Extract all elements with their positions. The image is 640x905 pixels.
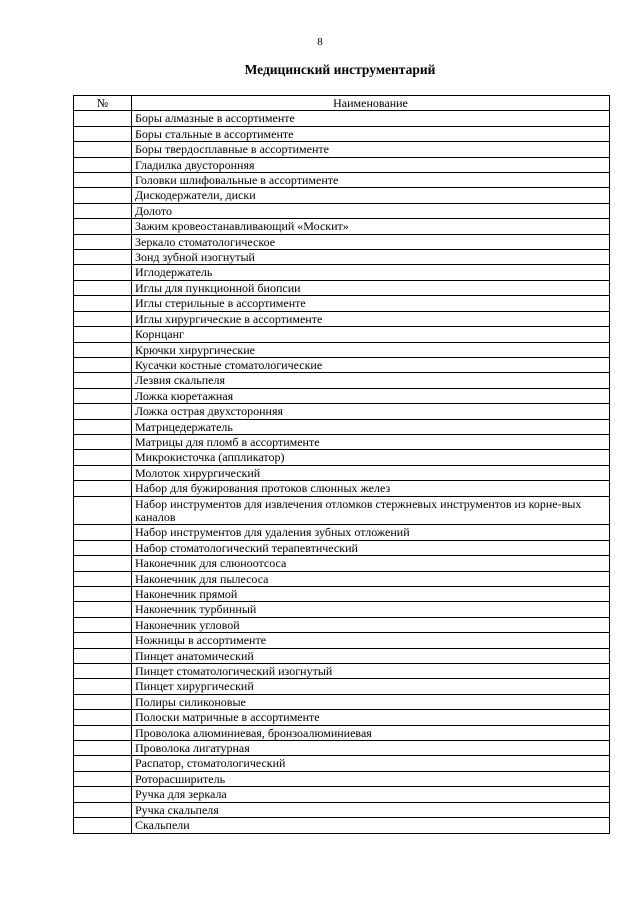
table-row xyxy=(74,173,610,188)
row-number-cell xyxy=(74,525,132,540)
row-number-cell xyxy=(74,296,132,311)
row-number-cell xyxy=(74,741,132,756)
row-name-cell: Наконечник для пылесоса xyxy=(132,571,610,586)
row-name-cell: Головки шлифовальные в ассортименте xyxy=(132,173,610,188)
row-name-cell: Иглы стерильные в ассортименте xyxy=(132,296,610,311)
table-row xyxy=(74,450,610,465)
table-row xyxy=(74,771,610,786)
row-number-cell xyxy=(74,664,132,679)
row-number-cell xyxy=(74,450,132,465)
table-row xyxy=(74,311,610,326)
row-name-cell: Крючки хирургические xyxy=(132,342,610,357)
table-row xyxy=(74,633,610,648)
row-number-cell xyxy=(74,265,132,280)
row-name-cell: Иглодержатель xyxy=(132,265,610,280)
row-name-cell: Ручка скальпеля xyxy=(132,802,610,817)
row-name-cell: Полиры силиконовые xyxy=(132,694,610,709)
row-name-cell: Набор стоматологический терапевтический xyxy=(132,540,610,555)
table-row xyxy=(74,818,610,833)
row-number-cell xyxy=(74,802,132,817)
row-number-cell xyxy=(74,710,132,725)
table-row xyxy=(74,142,610,157)
row-number-cell xyxy=(74,280,132,295)
row-number-cell xyxy=(74,327,132,342)
row-number-cell xyxy=(74,219,132,234)
row-number-cell xyxy=(74,342,132,357)
table-row xyxy=(74,280,610,295)
row-number-cell xyxy=(74,787,132,802)
row-number-cell xyxy=(74,602,132,617)
table-row xyxy=(74,404,610,419)
table-row xyxy=(74,327,610,342)
row-number-cell xyxy=(74,250,132,265)
row-number-cell xyxy=(74,481,132,496)
row-name-cell: Пинцет анатомический xyxy=(132,648,610,663)
table-row xyxy=(74,664,610,679)
row-number-cell xyxy=(74,126,132,141)
table-row xyxy=(74,648,610,663)
table-row xyxy=(74,525,610,540)
row-name-cell: Наконечник угловой xyxy=(132,617,610,632)
row-number-cell xyxy=(74,188,132,203)
row-name-cell: Скальпели xyxy=(132,818,610,833)
row-number-cell xyxy=(74,111,132,126)
row-number-cell xyxy=(74,404,132,419)
row-name-cell: Молоток хирургический xyxy=(132,465,610,480)
table-row xyxy=(74,756,610,771)
row-name-cell: Боры алмазные в ассортименте xyxy=(132,111,610,126)
row-name-cell: Зонд зубной изогнутый xyxy=(132,250,610,265)
column-header-name: Наименование xyxy=(132,96,610,111)
row-name-cell: Набор инструментов для удаления зубных отложений xyxy=(132,525,610,540)
row-name-cell: Пинцет хирургический xyxy=(132,679,610,694)
table-row xyxy=(74,357,610,372)
table-row xyxy=(74,465,610,480)
row-name-cell: Наконечник для слюноотсоса xyxy=(132,556,610,571)
table-row xyxy=(74,111,610,126)
row-name-cell: Матрицы для пломб в ассортименте xyxy=(132,434,610,449)
table-row xyxy=(74,388,610,403)
row-name-cell: Микрокисточка (аппликатор) xyxy=(132,450,610,465)
row-number-cell xyxy=(74,419,132,434)
row-name-cell: Роторасширитель xyxy=(132,771,610,786)
row-name-cell: Иглы для пункционной биопсии xyxy=(132,280,610,295)
row-name-cell: Проволока лигатурная xyxy=(132,741,610,756)
row-name-cell: Гладилка двусторонняя xyxy=(132,157,610,172)
row-name-cell: Иглы хирургические в ассортименте xyxy=(132,311,610,326)
row-number-cell xyxy=(74,203,132,218)
table-row xyxy=(74,265,610,280)
row-name-cell: Боры твердосплавные в ассортименте xyxy=(132,142,610,157)
row-name-cell: Ручка для зеркала xyxy=(132,787,610,802)
row-number-cell xyxy=(74,617,132,632)
table-row xyxy=(74,571,610,586)
column-header-number: № xyxy=(74,96,132,111)
row-number-cell xyxy=(74,725,132,740)
row-name-cell: Проволока алюминиевая, бронзоалюминиевая xyxy=(132,725,610,740)
row-name-cell: Ложка кюретажная xyxy=(132,388,610,403)
instruments-table xyxy=(73,95,610,834)
table-row xyxy=(74,587,610,602)
row-name-cell: Наконечник турбинный xyxy=(132,602,610,617)
row-number-cell xyxy=(74,434,132,449)
row-number-cell xyxy=(74,571,132,586)
row-number-cell xyxy=(74,633,132,648)
row-name-cell: Пинцет стоматологический изогнутый xyxy=(132,664,610,679)
table-row xyxy=(74,496,610,525)
table-row xyxy=(74,126,610,141)
table-row xyxy=(74,481,610,496)
row-number-cell xyxy=(74,818,132,833)
row-name-cell: Набор инструментов для извлечения отломков стержневых инструментов из корне-вых каналов xyxy=(132,496,610,525)
page-number: 8 xyxy=(317,36,323,48)
row-name-cell: Боры стальные в ассортименте xyxy=(132,126,610,141)
row-name-cell: Полоски матричные в ассортименте xyxy=(132,710,610,725)
table-row xyxy=(74,725,610,740)
row-name-cell: Матрицедержатель xyxy=(132,419,610,434)
row-name-cell: Корнцанг xyxy=(132,327,610,342)
row-number-cell xyxy=(74,311,132,326)
row-name-cell: Зажим кровеостанавливающий «Москит» xyxy=(132,219,610,234)
row-name-cell: Наконечник прямой xyxy=(132,587,610,602)
row-name-cell: Зеркало стоматологическое xyxy=(132,234,610,249)
row-number-cell xyxy=(74,157,132,172)
table-row xyxy=(74,540,610,555)
table-row xyxy=(74,617,610,632)
row-number-cell xyxy=(74,142,132,157)
table-row xyxy=(74,157,610,172)
row-number-cell xyxy=(74,373,132,388)
table-body xyxy=(74,111,610,833)
table-row xyxy=(74,188,610,203)
table-header-row xyxy=(74,96,610,111)
row-number-cell xyxy=(74,679,132,694)
table-row xyxy=(74,710,610,725)
row-number-cell xyxy=(74,540,132,555)
table-row xyxy=(74,802,610,817)
table-row xyxy=(74,787,610,802)
table-row xyxy=(74,602,610,617)
table-row xyxy=(74,741,610,756)
row-name-cell: Ложка острая двухсторонняя xyxy=(132,404,610,419)
row-number-cell xyxy=(74,771,132,786)
table-row xyxy=(74,250,610,265)
row-name-cell: Ножницы в ассортименте xyxy=(132,633,610,648)
row-name-cell: Набор для бужирования протоков слюнных желез xyxy=(132,481,610,496)
table-row xyxy=(74,679,610,694)
row-number-cell xyxy=(74,587,132,602)
table-row xyxy=(74,234,610,249)
table-row xyxy=(74,296,610,311)
page-title: Медицинский инструментарий xyxy=(244,62,436,77)
row-number-cell xyxy=(74,756,132,771)
row-name-cell: Лезвия скальпеля xyxy=(132,373,610,388)
row-name-cell: Дискодержатели, диски xyxy=(132,188,610,203)
row-number-cell xyxy=(74,496,132,525)
row-number-cell xyxy=(74,357,132,372)
row-number-cell xyxy=(74,694,132,709)
row-number-cell xyxy=(74,465,132,480)
table-row xyxy=(74,434,610,449)
table-row xyxy=(74,694,610,709)
row-number-cell xyxy=(74,556,132,571)
row-number-cell xyxy=(74,234,132,249)
table-row xyxy=(74,556,610,571)
row-number-cell xyxy=(74,388,132,403)
row-number-cell xyxy=(74,173,132,188)
row-name-cell: Распатор, стоматологический xyxy=(132,756,610,771)
table-row xyxy=(74,203,610,218)
table-row xyxy=(74,342,610,357)
row-number-cell xyxy=(74,648,132,663)
table-row xyxy=(74,419,610,434)
table-row xyxy=(74,373,610,388)
row-name-cell: Долото xyxy=(132,203,610,218)
row-name-cell: Кусачки костные стоматологические xyxy=(132,357,610,372)
table-row xyxy=(74,219,610,234)
